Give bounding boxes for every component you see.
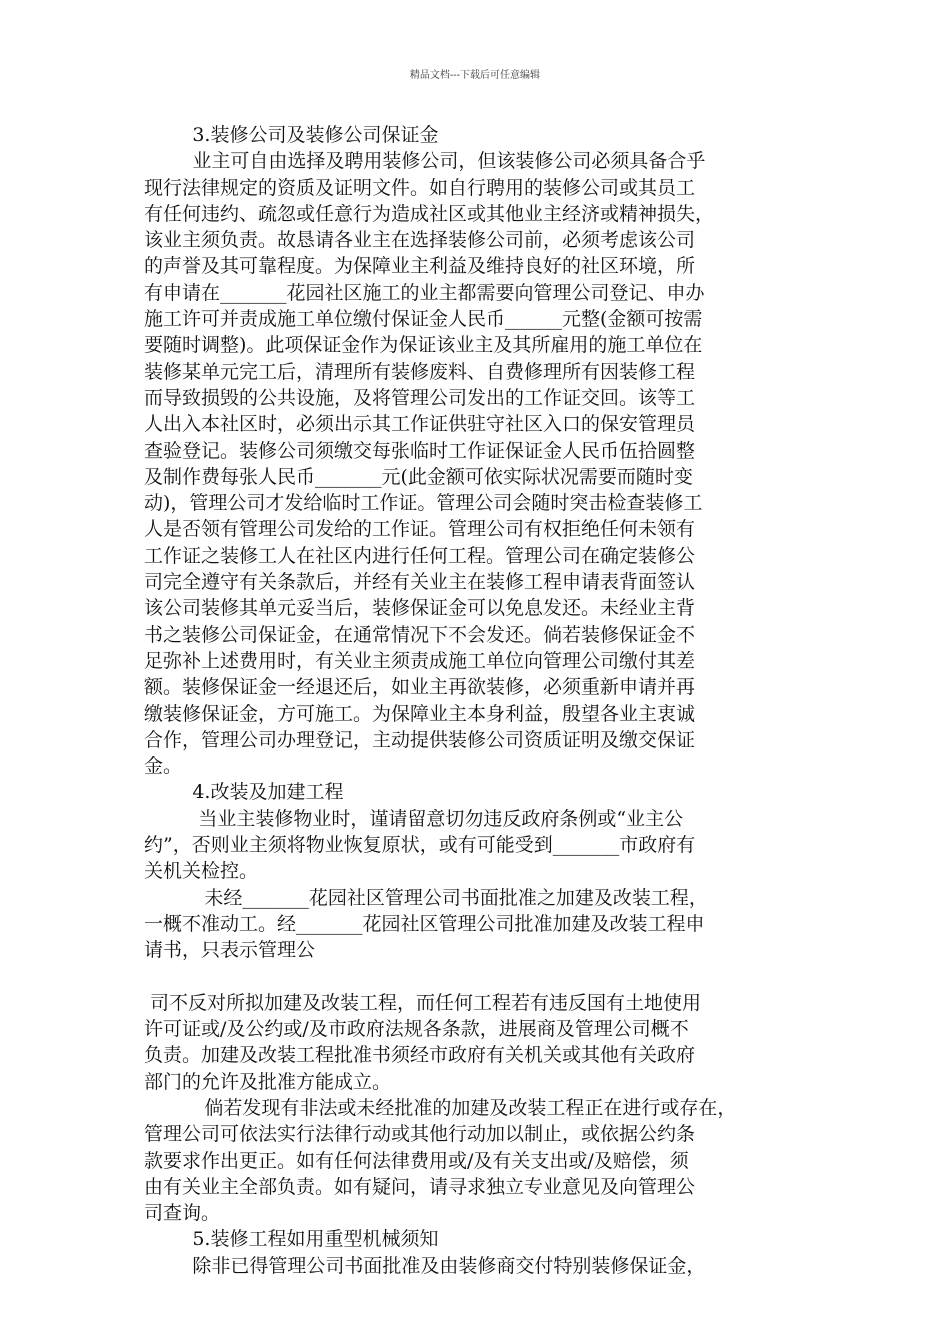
text-line: 业主可自由选择及聘用装修公司，但该装修公司必须具备合乎 [144,150,706,173]
text-line: 额。装修保证金一经退还后，如业主再欲装修，必须重新申请并再 [144,676,696,699]
text-line: 该公司装修其单元妥当后，装修保证金可以免息发还。未经业主背 [144,597,696,620]
text-line: 部门的允许及批准方能成立。 [144,1070,392,1093]
text-line: 要随时调整)。此项保证金作为保证该业主及其所雇用的施工单位在 [144,334,703,357]
text-line: 约”，否则业主须将物业恢复原状，或有可能受到_______市政府有 [144,834,696,857]
text-line: 金。 [144,755,183,778]
text-line: 现行法律规定的资质及证明文件。如自行聘用的装修公司或其员工 [144,176,696,199]
text-line: 由有关业主全部负责。如有疑问，请寻求独立专业意见及向管理公 [144,1175,696,1198]
text-line: 该业主须负责。故恳请各业主在选择装修公司前，必须考虑该公司 [144,229,696,252]
text-line: 及制作费每张人民币_______元(此金额可依实际状况需要而随时变 [144,465,693,488]
section-heading: 4.改装及加建工程 [144,781,344,804]
text-line: 有申请在_______花园社区施工的业主都需要向管理公司登记、申办 [144,281,705,304]
text-line: 合作，管理公司办理登记，主动提供装修公司资质证明及缴交保证 [144,728,696,751]
text-line: 动)，管理公司才发给临时工作证。管理公司会随时突击检查装修工 [144,492,703,515]
text-line: 款要求作出更正。如有任何法律费用或/及有关支出或/及赔偿，须 [144,1149,689,1172]
text-line: 查验登记。装修公司须缴交每张临时工作证保证金人民币伍拾圆整 [144,439,696,462]
text-line: 有任何违约、疏忽或任意行为造成社区或其他业主经济或精神损失， [144,202,715,225]
text-line: 而导致损毁的公共设施，及将管理公司发出的工作证交回。该等工 [144,386,696,409]
document-body [144,122,812,1279]
text-line: 的声誉及其可靠程度。为保障业主利益及维持良好的社区环境，所 [144,255,696,278]
section-block-1 [144,122,812,964]
text-line: 足弥补上述费用时，有关业主须责成施工单位向管理公司缴付其差 [144,649,696,672]
text-line: 除非已得管理公司书面批准及由装修商交付特别装修保证金， [144,1254,706,1277]
text-line: 3.装修公司及装修公司保证金 [144,124,439,146]
text-line: 装修某单元完工后，清理所有装修废料、自费修理所有因装修工程 [144,360,696,383]
text-line: 未经_______花园社区管理公司书面批准之加建及改装工程， [144,886,708,909]
text-line: 一概不准动工。经_______花园社区管理公司批准加建及改装工程申 [144,912,705,935]
section-heading: 5.装修工程如用重型机械须知 [144,1228,439,1251]
text-line: 缴装修保证金，方可施工。为保障业主本身利益，殷望各业主衷诚 [144,702,696,725]
page-header: 精品文档---下载后可任意编辑 [409,70,541,81]
text-line: 倘若发现有非法或未经批准的加建及改装工程正在进行或存在， [144,1096,737,1119]
text-line: 当业主装修物业时，谨请留意切勿违反政府条例或“业主公 [144,807,684,830]
text-line: 负责。加建及改装工程批准书须经市政府有关机关或其他有关政府 [144,1044,696,1067]
text-line: 司查询。 [144,1202,221,1225]
text-line: 人出入本社区时，必须出示其工作证供驻守社区入口的保安管理员 [144,413,696,436]
text-line: 司不反对所拟加建及改装工程，而任何工程若有违反国有土地使用 [144,991,702,1014]
paragraph-gap [144,964,812,990]
text-line: 关机关检控。 [144,860,259,883]
text-line: 请书，只表示管理公 [144,939,316,962]
text-line: 管理公司可依法实行法律行动或其他行动加以制止，或依据公约条 [144,1123,696,1146]
text-line: 人是否领有管理公司发给的工作证。管理公司有权拒绝任何未领有 [144,518,696,541]
section-block-2 [144,990,812,1279]
text-line: 书之装修公司保证金，在通常情况下不会发还。倘若装修保证金不 [144,623,696,646]
text-line: 许可证或/及公约或/及市政府法规各条款，进展商及管理公司概不 [144,1018,689,1041]
text-line: 工作证之装修工人在社区内进行任何工程。管理公司在确定装修公 [144,544,696,567]
text-line: 施工许可并责成施工单位缴付保证金人民币______元整(金额可按需 [144,308,703,331]
text-line: 司完全遵守有关条款后，并经有关业主在装修工程申请表背面签认 [144,571,696,594]
